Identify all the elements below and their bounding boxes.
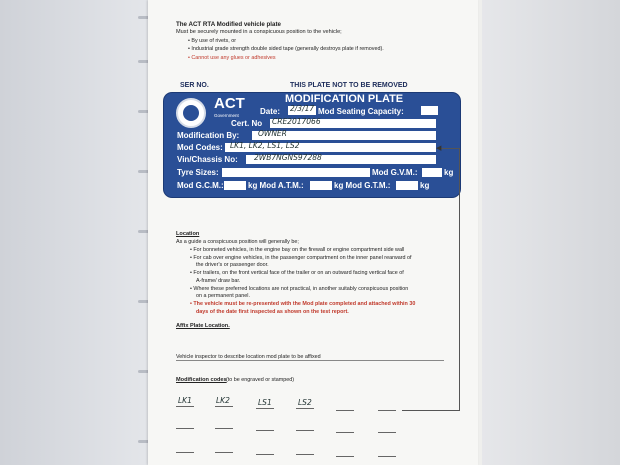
code-entry: LK1 <box>178 396 192 405</box>
code-blank <box>296 454 314 455</box>
gvm-label: Mod G.V.M.: <box>372 168 418 177</box>
gtm-field <box>396 181 418 190</box>
location-bullet-cont: on a permanent panel. <box>196 293 250 299</box>
vin-label: Vin/Chassis No: <box>177 155 238 164</box>
modby-label: Modification By: <box>177 131 240 140</box>
vin-value: 2WB7NGNS97288 <box>254 153 322 162</box>
code-blank <box>296 430 314 431</box>
location-bullet: • For cab over engine vehicles, in the passenger compartment on the inner panel rearward of <box>190 255 412 261</box>
code-blank <box>215 428 233 429</box>
gvm-field <box>422 168 442 177</box>
code-blank <box>336 456 354 457</box>
code-underline <box>256 408 274 409</box>
codes-label: Mod Codes: <box>177 143 223 152</box>
location-bullet-warning: • The vehicle must be re-presented with the Mod plate completed and attached within 30 <box>190 301 416 307</box>
code-underline <box>176 406 194 407</box>
gcm-label: Mod G.C.M.: <box>177 181 224 190</box>
affix-line <box>176 360 444 361</box>
code-blank <box>256 430 274 431</box>
bullet-item: • By use of rivets, or <box>188 38 237 44</box>
location-bullet-cont: A-frame/ draw bar. <box>196 278 241 284</box>
code-entry: LS1 <box>258 398 272 407</box>
gvm-unit: kg <box>444 168 454 177</box>
arrowhead-icon: ◀ <box>436 145 442 152</box>
code-underline <box>215 406 233 407</box>
gcm-field <box>224 181 246 190</box>
modby-value: OWNER <box>258 129 287 138</box>
code-blank <box>336 410 354 411</box>
code-blank <box>378 456 396 457</box>
codes-heading: Modification codes <box>176 377 227 383</box>
affix-note: Vehicle inspector to describe location mod plate to be affixed <box>176 354 321 360</box>
code-entry: LS2 <box>298 398 312 407</box>
codes-value: LK1, LK2, LS1, LS2 <box>230 141 300 150</box>
atm-label: kg Mod A.T.M.: <box>248 181 304 190</box>
document-subtitle: Must be securely mounted in a conspicuous position to the vehicle; <box>176 29 342 35</box>
code-underline <box>296 408 314 409</box>
codes-heading-note: (to be engraved or stamped) <box>226 377 295 383</box>
location-intro: As a guide a conspicuous position will generally be; <box>176 239 299 245</box>
arrow-line <box>459 148 460 410</box>
tyre-field <box>222 168 370 177</box>
background-right <box>480 0 620 465</box>
code-blank <box>256 454 274 455</box>
cert-label: Cert. No <box>231 119 263 128</box>
code-entry: LK2 <box>216 396 230 405</box>
date-label: Date: <box>260 107 281 116</box>
act-crest-icon <box>176 98 206 128</box>
location-bullet: • Where these preferred locations are not practical, in another suitably conspicuous position <box>190 286 409 292</box>
seating-field <box>421 106 438 115</box>
code-blank <box>378 410 396 411</box>
bullet-item-warning: • Cannot use any glues or adhesives <box>188 55 276 61</box>
arrow-line <box>440 148 460 149</box>
document-title: The ACT RTA Modified vehicle plate <box>176 21 281 28</box>
serial-number-label: SER NO. <box>180 82 209 89</box>
government-label: Government <box>214 113 239 118</box>
location-bullet: • For trailers, on the front vertical face of the trailer or on an outward facing vertical face of <box>190 270 404 276</box>
plate-notice: THIS PLATE NOT TO BE REMOVED <box>290 82 408 89</box>
location-bullet: • For bonneted vehicles, in the engine bay on the firewall or engine compartment side wall <box>190 247 405 253</box>
gtm-label: kg Mod G.T.M.: <box>334 181 391 190</box>
code-blank <box>378 432 396 433</box>
location-bullet-cont: the driver's or passenger door. <box>196 262 269 268</box>
date-value: 2/3/17 <box>290 104 315 113</box>
code-blank <box>176 452 194 453</box>
location-heading: Location <box>176 231 200 237</box>
seating-label: Mod Seating Capacity: <box>318 107 404 116</box>
atm-field <box>310 181 332 190</box>
background-left <box>0 0 150 465</box>
cert-value: CRE2017066 <box>272 117 321 126</box>
code-blank <box>336 432 354 433</box>
gtm-unit: kg <box>420 181 430 190</box>
code-blank <box>176 428 194 429</box>
bullet-item: • Industrial grade strength double sided tape (generally destroys plate if removed). <box>188 46 384 52</box>
location-bullet-warning-cont: days of the date first inspected as shown on the test report. <box>196 309 349 315</box>
act-logo-text: ACT <box>214 95 245 112</box>
affix-heading: Affix Plate Location. <box>176 323 230 329</box>
tyre-label: Tyre Sizes: <box>177 168 219 177</box>
code-blank <box>215 452 233 453</box>
plate-title: MODIFICATION PLATE <box>285 93 404 105</box>
arrow-line <box>402 410 460 411</box>
